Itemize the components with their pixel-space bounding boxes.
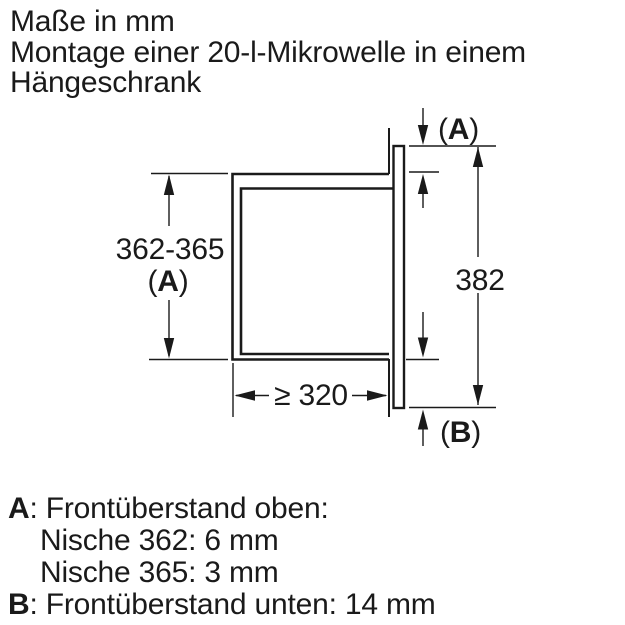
footnote-a-sub2: Nische 365: 3 mm bbox=[40, 556, 279, 589]
cabinet-inner-outline bbox=[241, 189, 393, 355]
arrowhead-down-icon bbox=[473, 385, 483, 405]
footnote-b-key: B bbox=[8, 588, 30, 621]
niche-height-value: 362-365 bbox=[115, 233, 225, 266]
niche-height-ref: (A) bbox=[147, 265, 189, 298]
cabinet-outer-outline bbox=[233, 174, 390, 360]
cabinet-cross-section bbox=[233, 128, 405, 417]
footnote-b-text: : Frontüberstand unten: 14 mm bbox=[29, 588, 436, 621]
footnote-a bbox=[8, 493, 436, 525]
microwave-front-panel bbox=[394, 146, 405, 408]
overhang-bottom-dimension bbox=[406, 312, 496, 449]
footnote-b bbox=[8, 589, 436, 621]
arrowhead-down-icon bbox=[418, 125, 428, 145]
footnote-a-sub1: Nische 362: 6 mm bbox=[40, 524, 279, 557]
title-line-units: Maße in mm bbox=[10, 5, 175, 38]
arrowhead-left-icon bbox=[235, 390, 256, 401]
footnote-a-text: : Frontüberstand oben: bbox=[29, 492, 329, 525]
arrowhead-down-icon bbox=[418, 338, 428, 358]
min-depth-value: ≥ 320 bbox=[274, 379, 348, 412]
front-height-dimension bbox=[455, 147, 504, 405]
title-line-cabinet: Hängeschrank bbox=[10, 66, 202, 99]
footnote-a-key: A bbox=[8, 492, 30, 525]
title-line-description: Montage einer 20-l-Mikrowelle in einem bbox=[10, 35, 526, 69]
front-height-value: 382 bbox=[455, 264, 505, 297]
niche-height-dimension bbox=[116, 174, 228, 360]
arrowhead-down-icon bbox=[164, 338, 174, 359]
arrowhead-up-icon bbox=[418, 174, 428, 194]
arrowhead-up-icon bbox=[473, 147, 483, 167]
overhang-top-dimension bbox=[409, 108, 496, 208]
arrowhead-right-icon bbox=[367, 390, 388, 401]
overhang-top-ref: (A) bbox=[438, 113, 480, 146]
arrowhead-up-icon bbox=[418, 410, 428, 430]
min-depth-dimension bbox=[233, 363, 388, 417]
overhang-bottom-ref: (B) bbox=[440, 416, 482, 449]
arrowhead-up-icon bbox=[164, 175, 174, 196]
footnotes bbox=[8, 493, 436, 621]
